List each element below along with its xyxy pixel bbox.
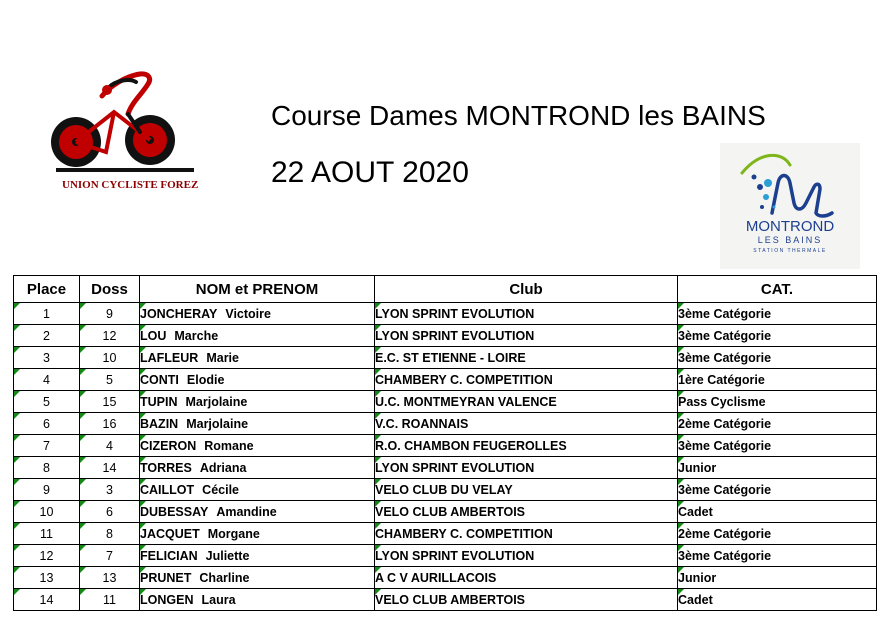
cell-marker-icon bbox=[14, 545, 20, 551]
category: 3ème Catégorie bbox=[678, 482, 772, 497]
cell-marker-icon bbox=[80, 545, 86, 551]
cell-marker-icon bbox=[80, 589, 86, 595]
header-doss: Doss bbox=[80, 276, 140, 303]
name-cell bbox=[140, 303, 375, 325]
category: 3ème Catégorie bbox=[678, 306, 772, 321]
first-name: Amandine bbox=[216, 504, 277, 519]
cell-marker-icon bbox=[14, 347, 20, 353]
category: 2ème Catégorie bbox=[678, 416, 772, 431]
union-cycliste-forez-logo bbox=[44, 66, 204, 196]
doss-cell bbox=[80, 369, 140, 391]
place-value: 4 bbox=[43, 372, 50, 387]
cell-marker-icon bbox=[80, 435, 86, 441]
doss-value: 15 bbox=[102, 394, 117, 409]
club-name: U.C. MONTMEYRAN VALENCE bbox=[375, 394, 557, 409]
last-name: CONTI bbox=[140, 372, 179, 387]
name-cell bbox=[140, 435, 375, 457]
place-cell bbox=[14, 413, 80, 435]
first-name: Marie bbox=[206, 350, 239, 365]
name-cell bbox=[140, 567, 375, 589]
name-cell bbox=[140, 457, 375, 479]
place-cell bbox=[14, 391, 80, 413]
category: Cadet bbox=[678, 592, 713, 607]
table-row bbox=[14, 501, 877, 523]
club-name: CHAMBERY C. COMPETITION bbox=[375, 372, 553, 387]
club-cell bbox=[375, 369, 678, 391]
cat-cell bbox=[678, 303, 877, 325]
club-cell bbox=[375, 589, 678, 611]
doss-value: 8 bbox=[106, 526, 113, 541]
doss-cell bbox=[80, 545, 140, 567]
montrond-les-bains-logo bbox=[720, 143, 860, 269]
table-row bbox=[14, 435, 877, 457]
cell-marker-icon bbox=[375, 347, 381, 353]
cell-marker-icon bbox=[140, 567, 146, 573]
club-name: LYON SPRINT EVOLUTION bbox=[375, 306, 535, 321]
place-value: 11 bbox=[40, 526, 53, 541]
montrond-logo-sub: LES BAINS bbox=[757, 235, 823, 245]
last-name: LOU bbox=[140, 328, 167, 343]
place-cell bbox=[14, 325, 80, 347]
first-name: Juliette bbox=[205, 548, 250, 563]
club-name: LYON SPRINT EVOLUTION bbox=[375, 548, 535, 563]
cell-marker-icon bbox=[678, 589, 684, 595]
name-cell bbox=[140, 501, 375, 523]
cat-cell bbox=[678, 391, 877, 413]
cat-cell bbox=[678, 501, 877, 523]
place-value: 1 bbox=[43, 306, 50, 321]
place-value: 5 bbox=[43, 394, 50, 409]
category: 3ème Catégorie bbox=[678, 438, 772, 453]
club-cell bbox=[375, 303, 678, 325]
place-cell bbox=[14, 523, 80, 545]
cell-marker-icon bbox=[678, 457, 684, 463]
doss-cell bbox=[80, 391, 140, 413]
place-cell bbox=[14, 369, 80, 391]
cell-marker-icon bbox=[678, 479, 684, 485]
doss-value: 12 bbox=[102, 328, 117, 343]
first-name: Morgane bbox=[207, 526, 260, 541]
table-row bbox=[14, 391, 877, 413]
cell-marker-icon bbox=[375, 545, 381, 551]
category: Junior bbox=[678, 460, 717, 475]
cell-marker-icon bbox=[140, 589, 146, 595]
club-name: A C V AURILLACOIS bbox=[375, 570, 497, 585]
header-place: Place bbox=[14, 276, 80, 303]
cell-marker-icon bbox=[375, 523, 381, 529]
cell-marker-icon bbox=[375, 303, 381, 309]
cell-marker-icon bbox=[140, 347, 146, 353]
category: Pass Cyclisme bbox=[678, 394, 766, 409]
first-name: Laura bbox=[201, 592, 236, 607]
cell-marker-icon bbox=[80, 347, 86, 353]
cell-marker-icon bbox=[678, 567, 684, 573]
club-cell bbox=[375, 435, 678, 457]
place-value: 12 bbox=[39, 548, 54, 563]
cell-marker-icon bbox=[678, 391, 684, 397]
name-cell bbox=[140, 325, 375, 347]
last-name: PRUNET bbox=[140, 570, 192, 585]
category: Cadet bbox=[678, 504, 713, 519]
category: 3ème Catégorie bbox=[678, 548, 772, 563]
cell-marker-icon bbox=[678, 545, 684, 551]
club-cell bbox=[375, 325, 678, 347]
cell-marker-icon bbox=[678, 435, 684, 441]
doss-cell bbox=[80, 413, 140, 435]
cat-cell bbox=[678, 435, 877, 457]
cell-marker-icon bbox=[80, 457, 86, 463]
cell-marker-icon bbox=[14, 589, 20, 595]
place-value: 6 bbox=[43, 416, 50, 431]
cat-cell bbox=[678, 479, 877, 501]
club-cell bbox=[375, 567, 678, 589]
place-value: 13 bbox=[39, 570, 54, 585]
cell-marker-icon bbox=[14, 457, 20, 463]
category: 1ère Catégorie bbox=[678, 372, 765, 387]
doss-cell bbox=[80, 523, 140, 545]
doss-value: 13 bbox=[102, 570, 117, 585]
place-cell bbox=[14, 501, 80, 523]
first-name: Charline bbox=[199, 570, 250, 585]
name-cell bbox=[140, 545, 375, 567]
doss-cell bbox=[80, 435, 140, 457]
cell-marker-icon bbox=[375, 391, 381, 397]
cell-marker-icon bbox=[14, 413, 20, 419]
doss-value: 14 bbox=[102, 460, 117, 475]
category: 3ème Catégorie bbox=[678, 350, 772, 365]
doss-value: 11 bbox=[103, 592, 116, 607]
cell-marker-icon bbox=[14, 325, 20, 331]
cell-marker-icon bbox=[140, 413, 146, 419]
club-name: LYON SPRINT EVOLUTION bbox=[375, 460, 535, 475]
header-nom-prenom: NOM et PRENOM bbox=[140, 276, 375, 303]
name-cell bbox=[140, 523, 375, 545]
name-cell bbox=[140, 347, 375, 369]
club-name: V.C. ROANNAIS bbox=[375, 416, 469, 431]
cell-marker-icon bbox=[140, 435, 146, 441]
montrond-logo-tag: STATION THERMALE bbox=[753, 248, 827, 254]
place-cell bbox=[14, 479, 80, 501]
cell-marker-icon bbox=[14, 435, 20, 441]
last-name: TUPIN bbox=[140, 394, 178, 409]
cell-marker-icon bbox=[80, 303, 86, 309]
club-name: VELO CLUB AMBERTOIS bbox=[375, 592, 526, 607]
club-name: E.C. ST ETIENNE - LOIRE bbox=[375, 350, 526, 365]
category: 2ème Catégorie bbox=[678, 526, 772, 541]
cell-marker-icon bbox=[375, 435, 381, 441]
doss-value: 9 bbox=[106, 306, 113, 321]
doss-cell bbox=[80, 457, 140, 479]
table-row bbox=[14, 545, 877, 567]
cell-marker-icon bbox=[375, 369, 381, 375]
place-value: 9 bbox=[43, 482, 50, 497]
cat-cell bbox=[678, 325, 877, 347]
club-cell bbox=[375, 457, 678, 479]
place-value: 2 bbox=[43, 328, 50, 343]
cat-cell bbox=[678, 347, 877, 369]
cell-marker-icon bbox=[678, 325, 684, 331]
first-name: Victoire bbox=[225, 306, 271, 321]
cell-marker-icon bbox=[678, 501, 684, 507]
cell-marker-icon bbox=[678, 523, 684, 529]
cell-marker-icon bbox=[375, 501, 381, 507]
cell-marker-icon bbox=[375, 589, 381, 595]
table-row bbox=[14, 567, 877, 589]
last-name: BAZIN bbox=[140, 416, 179, 431]
cell-marker-icon bbox=[14, 369, 20, 375]
club-name: VELO CLUB DU VELAY bbox=[375, 482, 513, 497]
club-name: VELO CLUB AMBERTOIS bbox=[375, 504, 526, 519]
first-name: Marjolaine bbox=[186, 416, 249, 431]
club-cell bbox=[375, 391, 678, 413]
last-name: DUBESSAY bbox=[140, 504, 209, 519]
cell-marker-icon bbox=[140, 391, 146, 397]
cell-marker-icon bbox=[14, 303, 20, 309]
doss-cell bbox=[80, 567, 140, 589]
cell-marker-icon bbox=[14, 501, 20, 507]
cat-cell bbox=[678, 589, 877, 611]
table-row bbox=[14, 303, 877, 325]
cell-marker-icon bbox=[375, 457, 381, 463]
place-cell bbox=[14, 457, 80, 479]
cell-marker-icon bbox=[14, 479, 20, 485]
category: Junior bbox=[678, 570, 717, 585]
cell-marker-icon bbox=[80, 501, 86, 507]
doss-cell bbox=[80, 325, 140, 347]
name-cell bbox=[140, 369, 375, 391]
club-cell bbox=[375, 545, 678, 567]
cell-marker-icon bbox=[80, 523, 86, 529]
montrond-logo-name: MONTROND bbox=[745, 218, 835, 235]
first-name: Elodie bbox=[186, 372, 225, 387]
table-row bbox=[14, 347, 877, 369]
club-name: LYON SPRINT EVOLUTION bbox=[375, 328, 535, 343]
first-name: Marche bbox=[174, 328, 219, 343]
first-name: Cécile bbox=[202, 482, 240, 497]
doss-value: 6 bbox=[106, 504, 113, 519]
cell-marker-icon bbox=[140, 479, 146, 485]
cell-marker-icon bbox=[140, 523, 146, 529]
place-value: 8 bbox=[43, 460, 50, 475]
cat-cell bbox=[678, 413, 877, 435]
table-row bbox=[14, 325, 877, 347]
cat-cell bbox=[678, 369, 877, 391]
place-cell bbox=[14, 303, 80, 325]
cell-marker-icon bbox=[375, 325, 381, 331]
header-club: Club bbox=[375, 276, 678, 303]
ucf-logo-lettering: UNION CYCLISTE FOREZ bbox=[62, 179, 199, 191]
doss-cell bbox=[80, 303, 140, 325]
doss-cell bbox=[80, 589, 140, 611]
doss-value: 16 bbox=[102, 416, 117, 431]
cell-marker-icon bbox=[678, 413, 684, 419]
last-name: LAFLEUR bbox=[140, 350, 199, 365]
place-value: 10 bbox=[39, 504, 54, 519]
last-name: CIZERON bbox=[140, 438, 197, 453]
cell-marker-icon bbox=[678, 303, 684, 309]
cell-marker-icon bbox=[80, 391, 86, 397]
cell-marker-icon bbox=[140, 369, 146, 375]
cat-cell bbox=[678, 523, 877, 545]
table-row bbox=[14, 457, 877, 479]
cell-marker-icon bbox=[80, 325, 86, 331]
race-date: 22 AOUT 2020 bbox=[271, 156, 469, 189]
cell-marker-icon bbox=[375, 413, 381, 419]
last-name: CAILLOT bbox=[140, 482, 195, 497]
doss-value: 3 bbox=[106, 482, 113, 497]
table-row bbox=[14, 523, 877, 545]
cat-cell bbox=[678, 457, 877, 479]
club-name: CHAMBERY C. COMPETITION bbox=[375, 526, 553, 541]
header-cat: CAT. bbox=[678, 276, 877, 303]
last-name: JONCHERAY bbox=[140, 306, 218, 321]
first-name: Romane bbox=[204, 438, 254, 453]
doss-value: 4 bbox=[106, 438, 113, 453]
results-body bbox=[14, 303, 877, 611]
last-name: JACQUET bbox=[140, 526, 200, 541]
cell-marker-icon bbox=[140, 501, 146, 507]
doss-cell bbox=[80, 479, 140, 501]
cell-marker-icon bbox=[140, 303, 146, 309]
place-cell bbox=[14, 435, 80, 457]
table-row bbox=[14, 589, 877, 611]
club-cell bbox=[375, 501, 678, 523]
cell-marker-icon bbox=[678, 347, 684, 353]
last-name: LONGEN bbox=[140, 592, 194, 607]
first-name: Marjolaine bbox=[185, 394, 248, 409]
cell-marker-icon bbox=[678, 369, 684, 375]
cell-marker-icon bbox=[375, 567, 381, 573]
place-value: 14 bbox=[39, 592, 54, 607]
last-name: FELICIAN bbox=[140, 548, 198, 563]
cell-marker-icon bbox=[80, 479, 86, 485]
place-value: 7 bbox=[43, 438, 50, 453]
cell-marker-icon bbox=[140, 545, 146, 551]
place-cell bbox=[14, 347, 80, 369]
cat-cell bbox=[678, 545, 877, 567]
table-header-row bbox=[14, 276, 877, 303]
place-cell bbox=[14, 567, 80, 589]
doss-cell bbox=[80, 501, 140, 523]
table-row bbox=[14, 479, 877, 501]
last-name: TORRES bbox=[140, 460, 192, 475]
cell-marker-icon bbox=[14, 523, 20, 529]
name-cell bbox=[140, 413, 375, 435]
doss-value: 5 bbox=[106, 372, 113, 387]
club-cell bbox=[375, 413, 678, 435]
name-cell bbox=[140, 479, 375, 501]
club-cell bbox=[375, 523, 678, 545]
table-row bbox=[14, 369, 877, 391]
club-name: R.O. CHAMBON FEUGEROLLES bbox=[375, 438, 567, 453]
first-name: Adriana bbox=[199, 460, 247, 475]
place-cell bbox=[14, 589, 80, 611]
doss-cell bbox=[80, 347, 140, 369]
place-cell bbox=[14, 545, 80, 567]
results-table bbox=[13, 275, 877, 611]
cat-cell bbox=[678, 567, 877, 589]
cell-marker-icon bbox=[140, 325, 146, 331]
club-cell bbox=[375, 479, 678, 501]
cell-marker-icon bbox=[140, 457, 146, 463]
cell-marker-icon bbox=[375, 479, 381, 485]
cell-marker-icon bbox=[80, 369, 86, 375]
doss-value: 7 bbox=[106, 548, 113, 563]
cell-marker-icon bbox=[14, 567, 20, 573]
category: 3ème Catégorie bbox=[678, 328, 772, 343]
place-value: 3 bbox=[43, 350, 50, 365]
race-title: Course Dames MONTROND les BAINS bbox=[271, 100, 766, 131]
cell-marker-icon bbox=[14, 391, 20, 397]
table-row bbox=[14, 413, 877, 435]
doss-value: 10 bbox=[102, 350, 117, 365]
club-cell bbox=[375, 347, 678, 369]
cell-marker-icon bbox=[80, 567, 86, 573]
name-cell bbox=[140, 589, 375, 611]
cell-marker-icon bbox=[80, 413, 86, 419]
name-cell bbox=[140, 391, 375, 413]
